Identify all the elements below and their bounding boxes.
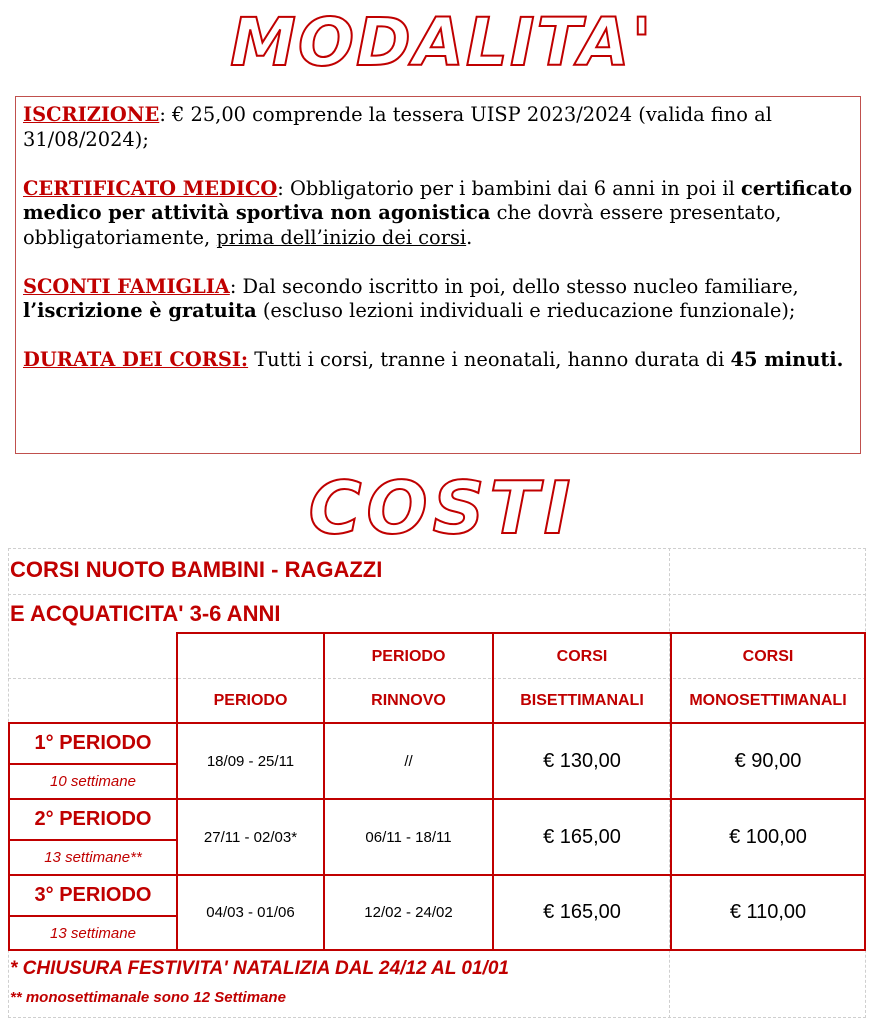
empty-cell: [9, 633, 177, 679]
prices-table: [8, 632, 866, 951]
costi-heading-1: CORSI NUOTO BAMBINI - RAGAZZI: [10, 557, 383, 582]
price-bisettimanali: € 165,00: [493, 875, 671, 950]
title-modalita: MODALITA': [230, 4, 654, 81]
iscrizione-text: : € 25,00 comprende la tessera UISP 2023/2024 (valida fino al 31/08/2024);: [23, 103, 772, 151]
certificato-underline: prima dell’inizio dei corsi: [216, 225, 467, 249]
certificato-text-3: .: [466, 225, 473, 249]
certificato-text-1: : Obbligatorio per i bambini dai 6 anni in poi il: [277, 176, 741, 200]
sconti-bold: l’iscrizione è gratuita: [23, 299, 257, 322]
period-dates: 04/03 - 01/06: [177, 875, 324, 950]
renewal-dates: //: [324, 723, 493, 799]
header-mono-top: CORSI: [671, 633, 865, 679]
iscrizione-paragraph: [23, 103, 852, 152]
durata-text: Tutti i corsi, tranne i neonatali, hanno durata di: [248, 348, 731, 371]
header-bi: BISETTIMANALI: [493, 679, 671, 723]
table-header-row: [9, 679, 865, 723]
header-rinnovo-top: PERIODO: [324, 633, 493, 679]
iscrizione-label: ISCRIZIONE: [23, 103, 160, 126]
certificato-label: CERTIFICATO MEDICO: [23, 176, 278, 200]
header-mono: MONOSETTIMANALI: [671, 679, 865, 723]
price-bisettimanali: € 130,00: [493, 723, 671, 799]
durata-label: DURATA DEI CORSI:: [23, 348, 249, 371]
durata-paragraph: [23, 348, 852, 373]
period-dates: 27/11 - 02/03*: [177, 799, 324, 875]
header-periodo: PERIODO: [177, 679, 324, 723]
table-header-row: [9, 633, 865, 679]
title-costi: COSTI: [308, 466, 576, 550]
empty-cell: [9, 679, 177, 723]
sconti-label: SCONTI FAMIGLIA: [23, 274, 230, 298]
period-name: 2° PERIODO: [9, 799, 177, 840]
period-name: 1° PERIODO: [9, 723, 177, 764]
info-box: [15, 96, 861, 454]
table-row: [9, 875, 865, 916]
renewal-dates: 12/02 - 24/02: [324, 875, 493, 950]
price-bisettimanali: € 165,00: [493, 799, 671, 875]
period-weeks: 13 settimane**: [9, 840, 177, 875]
period-name: 3° PERIODO: [9, 875, 177, 916]
dashed-divider: [8, 594, 866, 595]
sconti-text-1: : Dal secondo iscritto in poi, dello stesso nucleo familiare,: [229, 274, 799, 298]
period-weeks: 10 settimane: [9, 764, 177, 799]
table-row: [9, 799, 865, 840]
certificato-bold: certificato medico per attività sportiva non agonistica: [23, 176, 853, 224]
renewal-dates: 06/11 - 18/11: [324, 799, 493, 875]
certificato-paragraph: [23, 177, 852, 251]
durata-bold: 45 minuti.: [730, 348, 844, 371]
certificato-text-2: che dovrà essere presentato, obbligatoriamente,: [23, 201, 782, 249]
footnote-weeks: ** monosettimanale sono 12 Settimane: [10, 989, 286, 1006]
sconti-paragraph: [23, 275, 852, 324]
header-bi-top: CORSI: [493, 633, 671, 679]
header-rinnovo: RINNOVO: [324, 679, 493, 723]
header-periodo-top: [177, 633, 324, 679]
period-weeks: 13 settimane: [9, 916, 177, 950]
table-row: [9, 723, 865, 764]
footnote-closure: * CHIUSURA FESTIVITA' NATALIZIA DAL 24/12 AL 01/01: [10, 958, 509, 979]
price-monosettimanali: € 90,00: [671, 723, 865, 799]
costi-heading-2: E ACQUATICITA' 3-6 ANNI: [10, 601, 281, 626]
period-dates: 18/09 - 25/11: [177, 723, 324, 799]
price-monosettimanali: € 110,00: [671, 875, 865, 950]
sconti-text-2: (escluso lezioni individuali e rieducazione funzionale);: [256, 299, 796, 322]
price-monosettimanali: € 100,00: [671, 799, 865, 875]
